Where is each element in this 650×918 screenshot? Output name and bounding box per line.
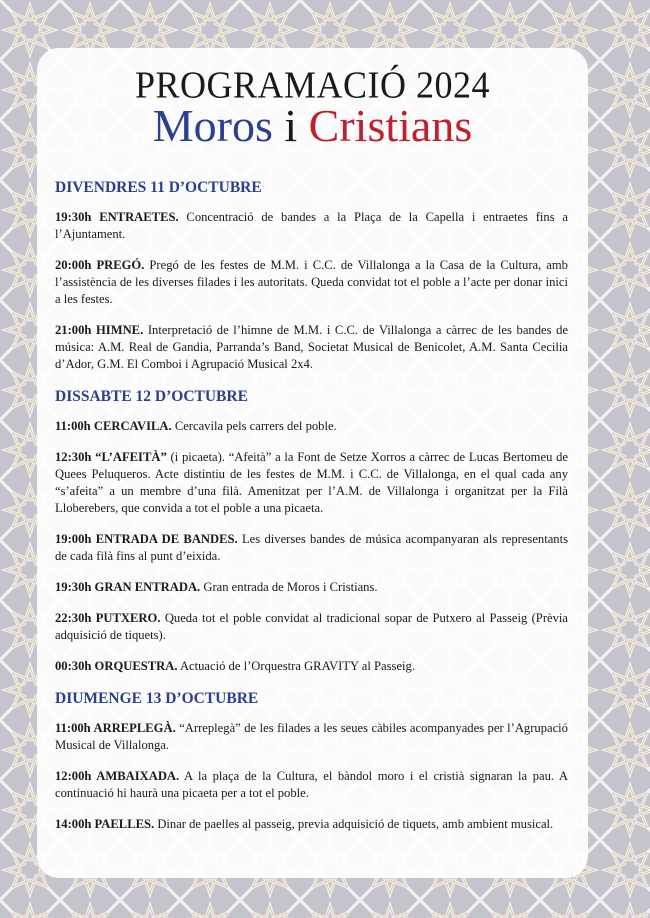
event-name: GRAN ENTRADA. [94,580,201,594]
event-description: “Arreplegà” de les filades a les seues càbiles acompanyades per l’Agrupació Musical de Villalonga. [55,721,568,752]
day-heading: DISSABTE 12 D’OCTUBRE [55,388,248,405]
event-description: Queda tot el poble convidat al tradicional sopar de Putxero al Passeig (Prèvia adquisició de tiquets). [55,611,568,642]
event-name: HIMNE. [96,323,144,337]
day-heading: DIVENDRES 11 D’OCTUBRE [55,179,262,196]
event-entry [55,768,568,802]
event-name: PAELLES. [94,817,155,831]
event-entry [55,257,568,308]
event-name: AMBAIXADA. [96,769,180,783]
event-description: Interpretació de l’himne de M.M. i C.C. de Villalonga a càrrec de les bandes de música: A.M. Real de Gandia, Parranda’s Band, Societat Musical de Benicolet, A.M. Santa Cecilia d’Ador, G.M. El Comboi i Agrupació Musical 2x4. [55,323,568,371]
event-entry [55,579,568,596]
event-name: ENTRADA DE BANDES. [95,532,238,546]
title-programacio: PROGRAMACIÓ 2024 [134,64,491,106]
event-description: A la plaça de la Cultura, el bàndol moro i el cristià signaran la pau. A continuació hi haurà una picaeta per a tot el poble. [55,769,568,800]
event-time: 12:30h [55,450,92,464]
event-description: Cercavila pels carrers del poble. [174,419,337,433]
event-description: Gran entrada de Moros i Cristians. [203,580,378,594]
event-description: Concentració de bandes a la Plaça de la Capella i entraetes fins a l’Ajuntament. [55,210,568,241]
event-time: 11:00h [55,721,91,735]
event-description: (i picaeta). “Afeità” a la Font de Setze Xorros a càrrec de Lucas Bertomeu de Quees Peluqueros. Acte distintiu de les festes de M.M. i C.C. de Villalonga, en el qual cada any “s’afeita” a un membre d’una filà. Amenitzat per l’A.M. de Villalonga i organitzat per la Filà Lloberebers, que convida a tot el poble a una picaeta. [55,450,568,515]
event-time: 22:30h [55,611,92,625]
event-name: PUTXERO. [95,611,161,625]
event-time-and-name [55,419,172,433]
event-time-and-name [55,450,167,464]
event-name: ARREPLEGÀ. [93,721,176,735]
event-entry [55,418,568,435]
schedule-content [55,178,568,847]
event-description: Pregó de les festes de M.M. i C.C. de Villalonga a la Casa de la Cultura, amb l’assistència de les diverses filades i les autoritats. Queda convidat tot el poble a l’acte per donar inici a les festes. [55,258,568,306]
event-description: Les diverses bandes de música acompanyaran als representants de cada filà fins al punt d’eixida. [55,532,569,563]
event-time-and-name [55,659,177,673]
event-time-and-name [55,323,143,337]
title-word-moros: Moros [152,100,273,151]
event-time-and-name [55,611,160,625]
event-time: 00:30h [55,659,92,673]
event-time: 21:00h [55,323,92,337]
event-time-and-name [55,721,176,735]
event-name: “L’AFEITÀ” [95,450,167,464]
title-moros-i-cristians [37,102,588,150]
event-time: 14:00h [55,817,92,831]
event-time-and-name [55,769,179,783]
day-section [55,178,568,373]
event-time-and-name [55,817,154,831]
event-time: 19:30h [55,580,92,594]
event-entry [55,720,568,754]
day-section [55,387,568,675]
event-name: CERCAVILA. [93,419,172,433]
day-heading: DIUMENGE 13 D’OCTUBRE [55,690,259,707]
event-time: 20:00h [55,258,92,272]
event-entry [55,322,568,373]
event-name: PREGÓ. [96,258,145,272]
event-description: Dinar de paelles al passeig, previa adquisició de tiquets, amb ambient musical. [157,817,554,831]
event-description: Actuació de l’Orquestra GRAVITY al Passeig. [179,659,415,673]
event-time: 11:00h [55,419,91,433]
day-section [55,689,568,833]
event-entry [55,531,568,565]
title-block [37,66,588,150]
event-entry [55,610,568,644]
event-name: ENTRAETES. [99,210,179,224]
event-time-and-name [55,532,238,546]
event-entry [55,658,568,675]
event-time: 19:00h [55,532,92,546]
event-name: ORQUESTRA. [94,659,178,673]
event-time-and-name [55,580,200,594]
event-time-and-name [55,210,179,224]
event-entry [55,816,568,833]
program-panel [37,48,588,878]
event-time: 19:30h [55,210,92,224]
title-word-i: i [284,100,298,151]
event-time-and-name [55,258,144,272]
title-word-cristians: Cristians [308,100,473,151]
event-entry [55,209,568,243]
event-time: 12:00h [55,769,92,783]
event-entry [55,449,568,517]
